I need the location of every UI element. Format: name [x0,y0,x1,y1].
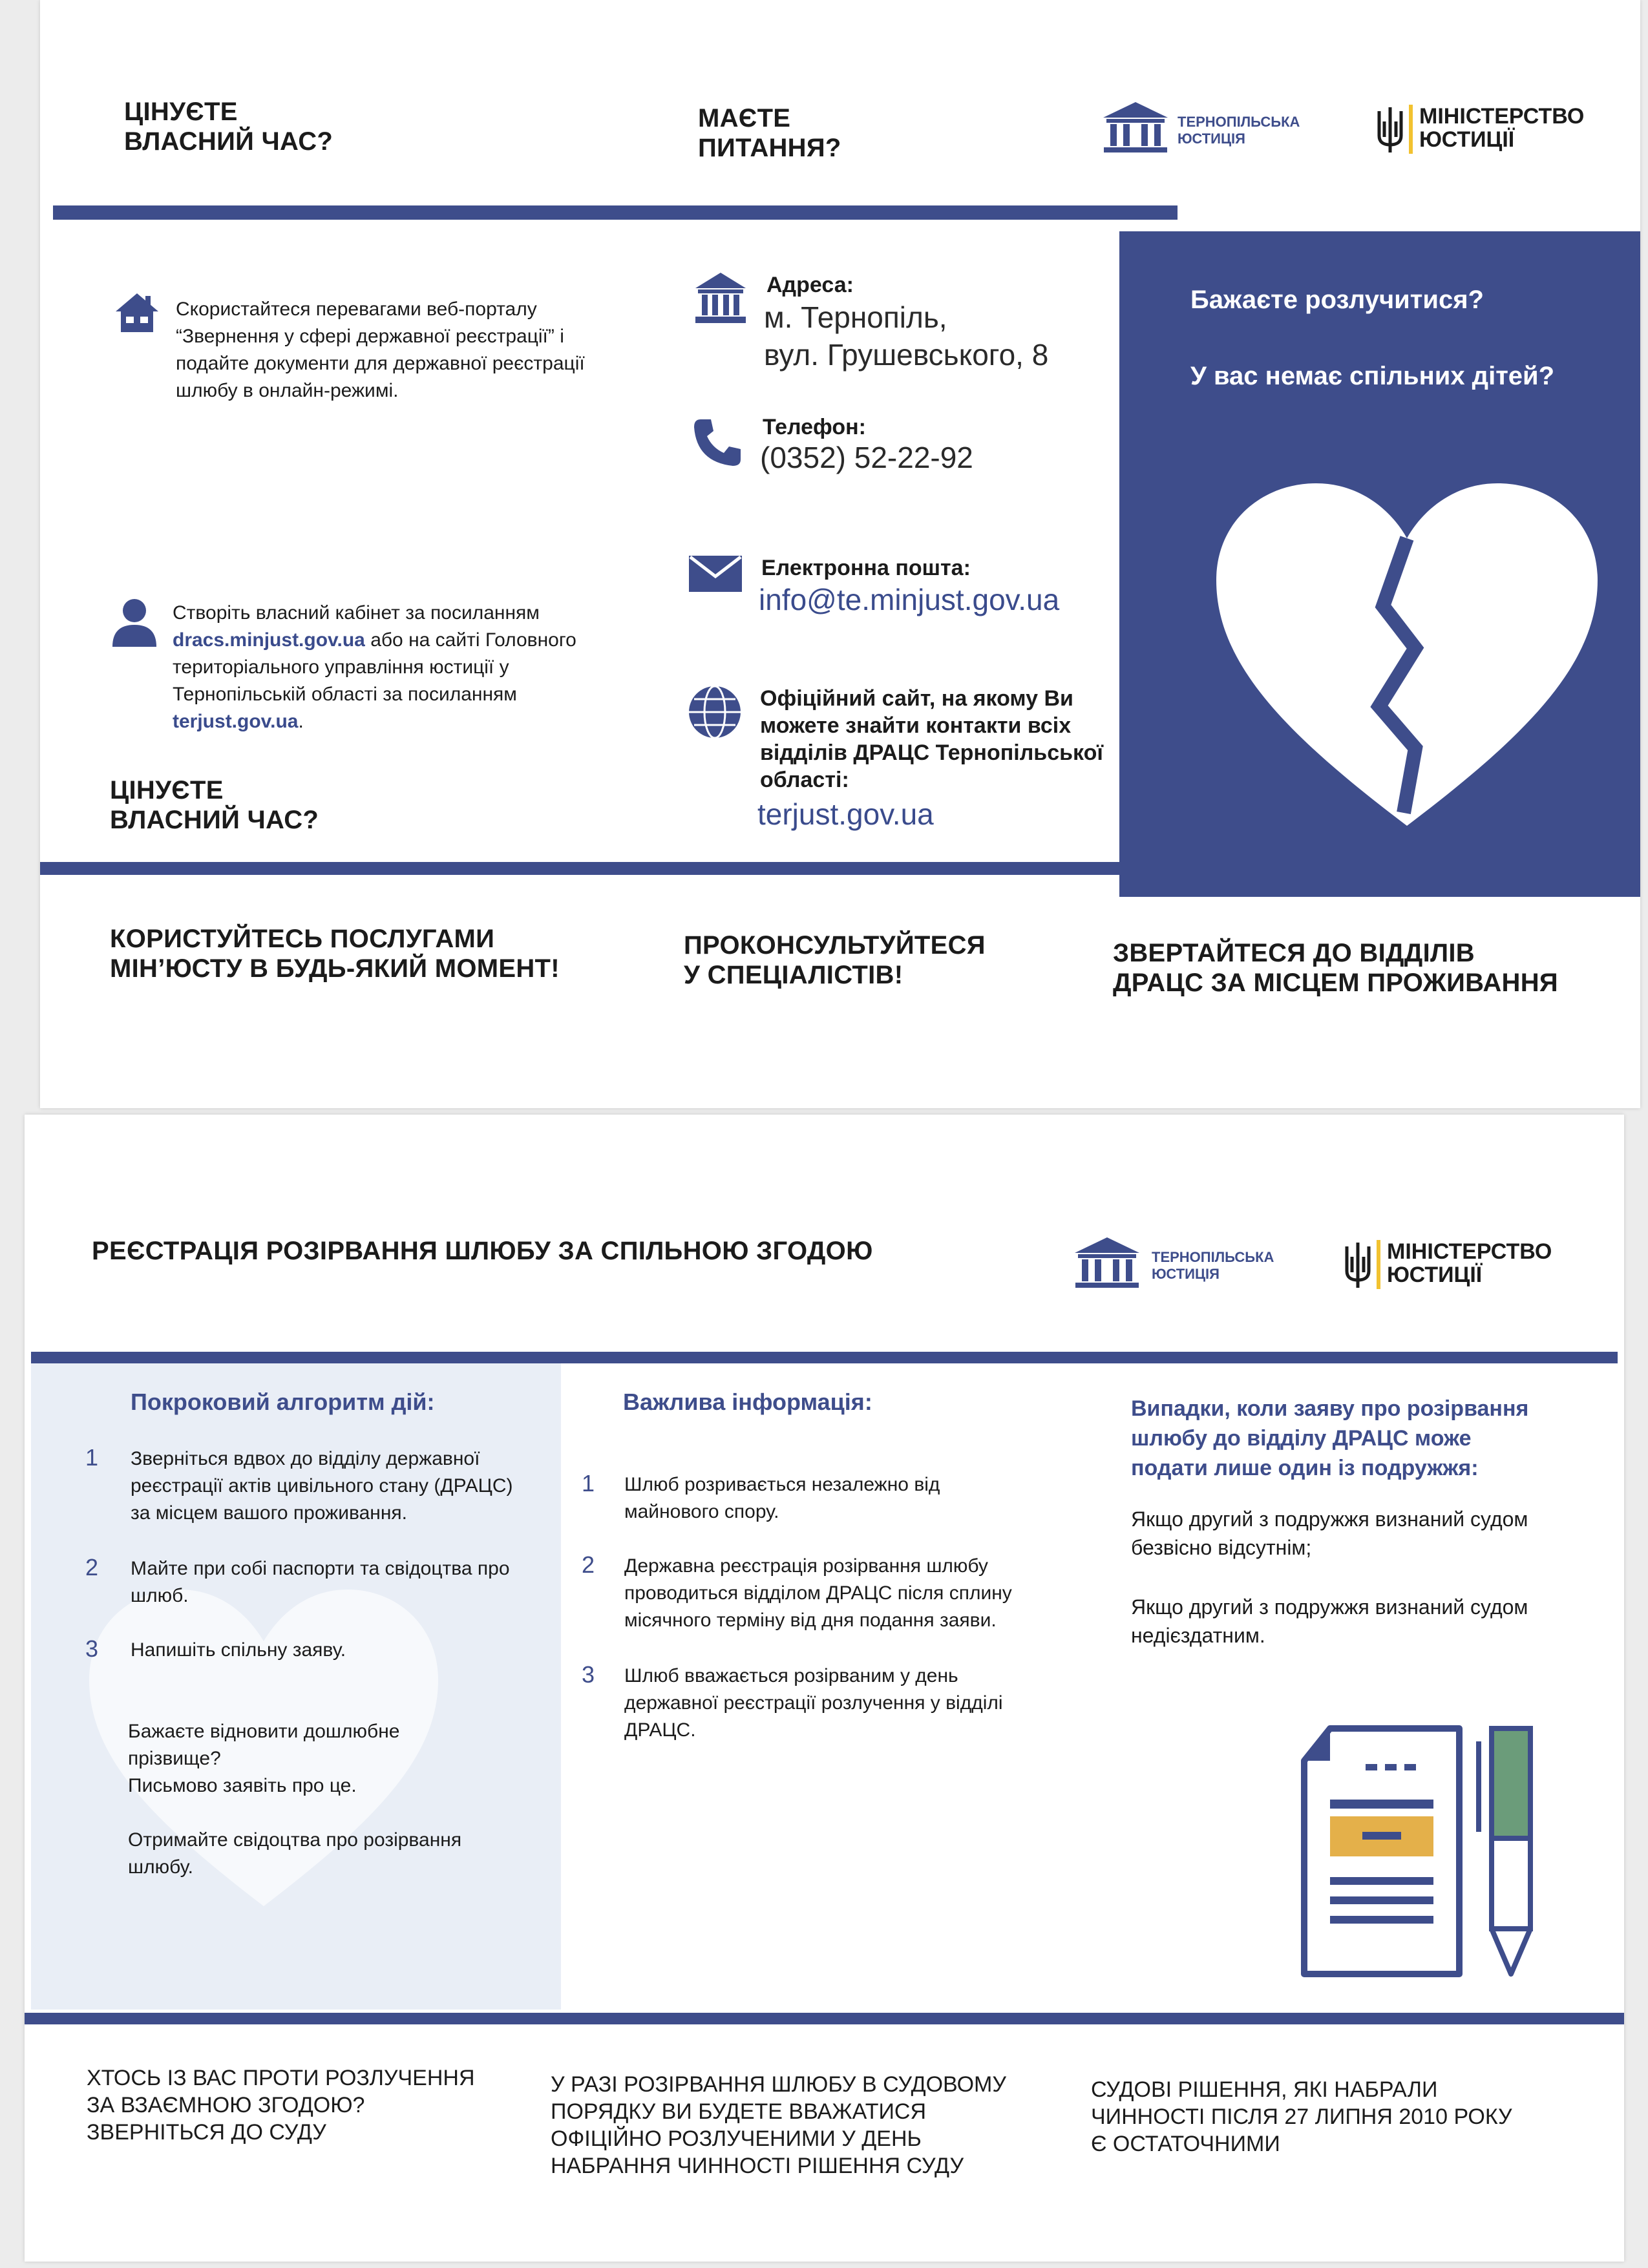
bank-icon [694,271,747,324]
step-number: 3 [85,1635,99,1662]
email-label: Електронна пошта: [761,556,971,580]
trident-icon [1343,1239,1373,1290]
footer-note-court: ХТОСЬ ІЗ ВАС ПРОТИ РОЗЛУЧЕННЯ ЗА ВЗАЄМНОЮ ЗГОДОЮ? ЗВЕРНІТЬСЯ ДО СУДУ [87,2066,475,2145]
info-text: Державна реєстрація розірвання шлюбу проводиться відділом ДРАЦС після сплину місячного терміну від дня подання заяви. [624,1555,1012,1631]
case-missing: Якщо другий з подружжя визнаний судом безвісно відсутнім; [1131,1507,1528,1559]
middle-heading: МАЄТЕ ПИТАННЯ? [698,104,841,162]
cabinet-text-part-3: . [298,711,304,732]
extra-note-surname: Бажаєте відновити дошлюбне прізвище? Письмово заявіть про це. [128,1721,400,1796]
panel-question-2: У вас немає спільних дітей? [1190,362,1555,390]
ternopil-justice-logo [1100,97,1300,155]
site-value[interactable]: terjust.gov.ua [757,797,934,831]
info-number: 2 [582,1551,595,1578]
panel-question-1: Бажаєте розлучитися? [1190,286,1484,314]
leaflet-front [40,0,1640,1108]
ministry-logo [1375,102,1621,160]
info-number: 3 [582,1661,595,1688]
info-text: Шлюб розривається незалежно від майнового спору. [624,1474,940,1522]
footer-note-official: У РАЗІ РОЗІРВАННЯ ШЛЮБУ В СУДОВОМУ ПОРЯДКУ ВИ БУДЕТЕ ВВАЖАТИСЯ ОФІЦІЙНО РОЗЛУЧЕНИМИ У ДЕНЬ НАБРАННЯ ЧИННОСТІ РІШЕННЯ СУДУ [551,2072,1006,2178]
globe-icon [688,685,742,739]
algorithm-title: Покроковий алгоритм дій: [131,1389,435,1415]
bottom-divider [40,862,1121,875]
address-value: м. Тернопіль, вул. Грушевського, 8 [764,300,1049,372]
portal-text: Скористайтеся перевагами веб-порталу “Звернення у сфері державної реєстрації” і подайте документи для державної реєстрації шлюбу в онлайн-режимі. [176,299,585,401]
bottom-divider [25,2013,1624,2024]
address-label: Адреса: [766,273,854,297]
email-value[interactable]: info@te.minjust.gov.ua [759,583,1060,616]
justice-building-icon [1100,100,1171,154]
step-number: 1 [85,1444,99,1471]
phone-value[interactable]: (0352) 52-22-92 [760,441,973,474]
document-pen-icon [1278,1703,1576,2000]
bottom-slogan-3: ЗВЕРТАЙТЕСЯ ДО ВІДДІЛІВ ДРАЦС ЗА МІСЦЕМ ПРОЖИВАННЯ [1113,939,1558,997]
site-label: Офіційний сайт, на якому Ви можете знайти контакти всіх відділів ДРАЦС Тернопільської області: [760,686,1103,792]
ternopil-logo-text: ТЕРНОПІЛЬСЬКА ЮСТИЦІЯ [1152,1249,1274,1282]
house-icon [114,292,160,333]
bottom-slogan-2: ПРОКОНСУЛЬТУЙТЕСЯ У СПЕЦІАЛІСТІВ! [684,931,986,989]
info-text: Шлюб вважається розірваним у день державної реєстрації розлучення у відділі ДРАЦС. [624,1665,1003,1741]
step-number: 2 [85,1554,99,1580]
footer-note-final: СУДОВІ РІШЕННЯ, ЯКІ НАБРАЛИ ЧИННОСТІ ПІСЛЯ 27 ЛИПНЯ 2010 РОКУ Є ОСТАТОЧНИМИ [1091,2077,1512,2156]
step-text: Зверніться вдвох до відділу державної реєстрації актів цивільного стану (ДРАЦС) за місцем вашого проживання. [131,1448,513,1524]
broken-heart-icon [1210,477,1604,839]
step-text: Майте при собі паспорти та свідоцтва про шлюб. [131,1558,510,1606]
info-number: 1 [582,1470,595,1496]
step-text: Напишіть спільну заяву. [131,1639,346,1661]
ministry-logo-text: МІНІСТЕРСТВО ЮСТИЦІЇ [1387,1239,1552,1287]
dracs-link[interactable]: dracs.minjust.gov.ua [173,629,365,651]
top-divider [31,1352,1618,1363]
cabinet-text-part-1: Створіть власний кабінет за посиланням [173,602,540,624]
leaflet-back [25,1115,1624,2262]
ternopil-logo-text: ТЕРНОПІЛЬСЬКА ЮСТИЦІЯ [1178,114,1300,147]
info-panel [1119,231,1640,897]
ternopil-justice-logo [1072,1232,1274,1290]
trident-icon [1375,103,1405,155]
leaflet-title: РЕЄСТРАЦІЯ РОЗІРВАННЯ ШЛЮБУ ЗА СПІЛЬНОЮ ЗГОДОЮ [92,1237,873,1265]
phone-icon [692,417,743,468]
case-incapable: Якщо другий з подружжя визнаний судом недієздатним. [1131,1595,1528,1647]
ministry-logo-text: МІНІСТЕРСТВО ЮСТИЦІЇ [1419,104,1585,152]
person-icon [111,598,158,647]
top-divider [53,205,1165,220]
info-title: Важлива інформація: [623,1389,872,1415]
phone-label: Телефон: [763,415,866,439]
terjust-link[interactable]: terjust.gov.ua [173,711,299,732]
bottom-slogan-1: КОРИСТУЙТЕСЬ ПОСЛУГАМИ МІН’ЮСТУ В БУДЬ-ЯКИЙ МОМЕНТ! [110,925,560,983]
left-heading: ЦІНУЄТЕ ВЛАСНИЙ ЧАС? [124,98,333,156]
left-heading-2: ЦІНУЄТЕ ВЛАСНИЙ ЧАС? [110,776,319,834]
extra-note-certificate: Отримайте свідоцтва про розірвання шлюбу. [128,1829,462,1878]
justice-building-icon [1072,1235,1143,1289]
ministry-logo [1343,1237,1589,1296]
cabinet-text [173,600,625,735]
envelope-icon [688,554,743,593]
cases-title: Випадки, коли заяву про розірвання шлюбу до відділу ДРАЦС може подати лише один із подружжя: [1131,1396,1529,1480]
cabinet-text-part-2: або на сайті Головного територіального управління юстиції у Тернопільській області за посиланням [173,629,576,705]
